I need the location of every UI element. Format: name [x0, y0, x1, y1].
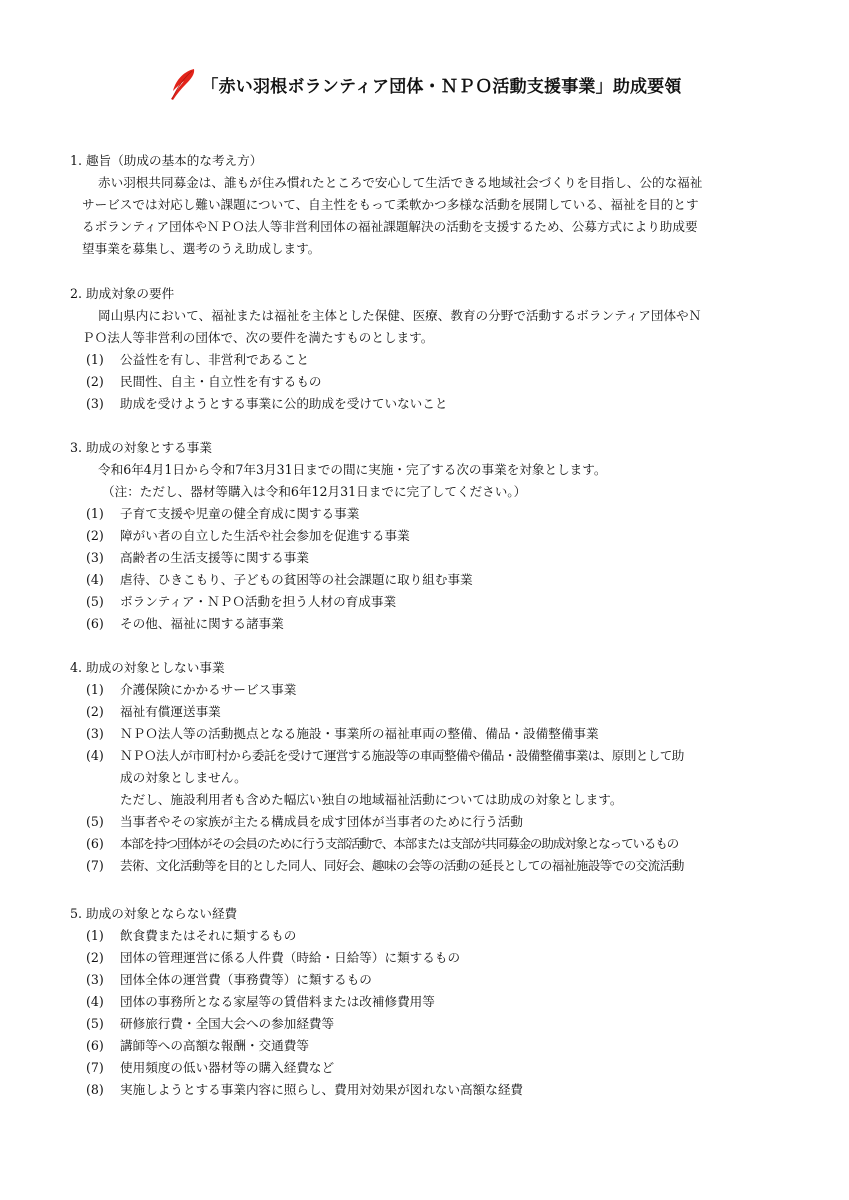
- item-text: ボランティア・ＮＰＯ活動を担う人材の育成事業: [120, 594, 397, 609]
- paragraph-line: 赤い羽根共同募金は、誰もが住み慣れたところで安心して生活できる地域社会づくりを目指し、公的な福祉: [98, 175, 703, 190]
- list-item: [70, 833, 785, 855]
- item-text: 助成を受けようとする事業に公的助成を受けていないこと: [120, 396, 448, 411]
- item-number: (3): [86, 550, 104, 565]
- item-number: (7): [86, 858, 104, 873]
- item-number: [86, 767, 120, 789]
- item-number: (1): [86, 928, 104, 943]
- item-text: 公益性を有し、非営利であること: [120, 352, 309, 367]
- item-number: (3): [86, 726, 104, 741]
- item-number: (1): [86, 682, 104, 697]
- item-text: 民間性、自主・自立性を有するもの: [120, 374, 322, 389]
- section-heading: 3. 助成の対象とする事業: [70, 440, 212, 455]
- item-number: (2): [86, 950, 104, 965]
- item-text: 本部を持つ団体がその会員のために行う支部活動で、本部または支部が共同募金の助成対象となっているもの: [120, 836, 679, 851]
- list-item: [70, 855, 785, 877]
- list-item: [70, 811, 785, 833]
- section-excluded-expenses: [70, 903, 785, 1101]
- list-item: [70, 503, 785, 525]
- section-heading: 2. 助成対象の要件: [70, 286, 175, 301]
- list-item-continuation: [70, 767, 785, 789]
- list-item: [70, 701, 785, 723]
- section-eligibility: [70, 283, 785, 415]
- section-excluded-projects: [70, 657, 785, 877]
- list-item: [70, 679, 785, 701]
- item-number: (6): [86, 616, 104, 631]
- section-purpose: [70, 150, 785, 260]
- item-text: ＮＰＯ法人が市町村から委託を受けて運営する施設等の車両整備や備品・設備整備事業は、原則として助: [120, 748, 684, 763]
- list-item: [70, 525, 785, 547]
- item-text: 使用頻度の低い器材等の購入経費など: [120, 1060, 335, 1075]
- item-text: 成の対象としません。: [120, 770, 247, 785]
- item-text: ＮＰＯ法人等の活動拠点となる施設・事業所の福祉車両の整備、備品・設備整備事業: [120, 726, 599, 741]
- list-item: [70, 349, 785, 371]
- item-number: (6): [86, 836, 104, 851]
- item-number: (7): [86, 1060, 104, 1075]
- item-text: 障がい者の自立した生活や社会参加を促進する事業: [120, 528, 410, 543]
- list-item: [70, 1013, 785, 1035]
- item-number: (4): [86, 994, 104, 1009]
- item-number: (2): [86, 374, 104, 389]
- list-item: [70, 745, 785, 767]
- list-item: [70, 613, 785, 635]
- document-title: 「赤い羽根ボランティア団体・ＮＰＯ活動支援事業」助成要領: [201, 76, 682, 97]
- section-target-projects: [70, 437, 785, 635]
- item-text: 高齢者の生活支援等に関する事業: [120, 550, 309, 565]
- list-item: [70, 569, 785, 591]
- red-feather-icon: [167, 67, 197, 101]
- list-item: [70, 591, 785, 613]
- note-line: （注：ただし、器材等購入は令和6年12月31日までに完了してください。）: [102, 484, 527, 499]
- paragraph-line: 望事業を募集し、選考のうえ助成します。: [82, 241, 321, 256]
- list-item: [70, 1035, 785, 1057]
- paragraph-line: るボランティア団体やＮＰＯ法人等非営利団体の福祉課題解決の活動を支援するため、公募方式により助成要: [82, 219, 698, 234]
- item-number: (8): [86, 1082, 104, 1097]
- item-text: 当事者やその家族が主たる構成員を成す団体が当事者のために行う活動: [120, 814, 523, 829]
- list-item: [70, 393, 785, 415]
- list-item: [70, 925, 785, 947]
- item-text: 福祉有償運送事業: [120, 704, 221, 719]
- list-item: [70, 1079, 785, 1101]
- item-text: 介護保険にかかるサービス事業: [120, 682, 297, 697]
- list-item: [70, 371, 785, 393]
- item-number: (5): [86, 1016, 104, 1031]
- item-number: [86, 789, 120, 811]
- item-text: ただし、施設利用者も含めた幅広い独自の地域福祉活動については助成の対象とします。: [120, 792, 623, 807]
- list-item: [70, 947, 785, 969]
- item-number: (4): [86, 572, 104, 587]
- paragraph-line: ＰＯ法人等非営利の団体で、次の要件を満たすものとします。: [82, 330, 434, 345]
- item-number: (5): [86, 594, 104, 609]
- list-item: [70, 969, 785, 991]
- item-text: その他、福祉に関する諸事業: [120, 616, 284, 631]
- title-row: [0, 64, 849, 104]
- list-item-continuation: [70, 789, 785, 811]
- item-number: (3): [86, 396, 104, 411]
- item-text: 団体の管理運営に係る人件費（時給・日給等）に類するもの: [120, 950, 461, 965]
- item-text: 団体全体の運営費（事務費等）に類するもの: [120, 972, 372, 987]
- item-number: (2): [86, 704, 104, 719]
- item-number: (2): [86, 528, 104, 543]
- item-number: (1): [86, 506, 104, 521]
- item-number: (4): [86, 748, 104, 763]
- section-heading: 1. 趣旨（助成の基本的な考え方）: [70, 153, 263, 168]
- list-item: [70, 723, 785, 745]
- list-item: [70, 1057, 785, 1079]
- item-number: (6): [86, 1038, 104, 1053]
- item-text: 実施しようとする事業内容に照らし、費用対効果が図れない高額な経費: [120, 1082, 523, 1097]
- item-text: 子育て支援や児童の健全育成に関する事業: [120, 506, 360, 521]
- list-item: [70, 991, 785, 1013]
- item-text: 虐待、ひきこもり、子どもの貧困等の社会課題に取り組む事業: [120, 572, 473, 587]
- item-text: 団体の事務所となる家屋等の賃借料または改補修費用等: [120, 994, 435, 1009]
- item-text: 講師等への高額な報酬・交通費等: [120, 1038, 309, 1053]
- section-heading: 4. 助成の対象としない事業: [70, 660, 225, 675]
- item-number: (3): [86, 972, 104, 987]
- paragraph-line: サービスでは対応し難い課題について、自主性をもって柔軟かつ多様な活動を展開している、福祉を目的とす: [82, 197, 699, 212]
- paragraph-line: 岡山県内において、福祉または福祉を主体とした保健、医療、教育の分野で活動するボランティア団体やＮ: [98, 308, 702, 323]
- paragraph-line: 令和6年4月1日から令和7年3月31日までの間に実施・完了する次の事業を対象とします。: [98, 462, 607, 477]
- item-text: 研修旅行費・全国大会への参加経費等: [120, 1016, 335, 1031]
- item-number: (5): [86, 814, 104, 829]
- list-item: [70, 547, 785, 569]
- item-text: 飲食費またはそれに類するもの: [120, 928, 297, 943]
- section-heading: 5. 助成の対象とならない経費: [70, 906, 238, 921]
- item-text: 芸術、文化活動等を目的とした同人、同好会、趣味の会等の活動の延長としての福祉施設等での交流活動: [120, 858, 684, 873]
- item-number: (1): [86, 352, 104, 367]
